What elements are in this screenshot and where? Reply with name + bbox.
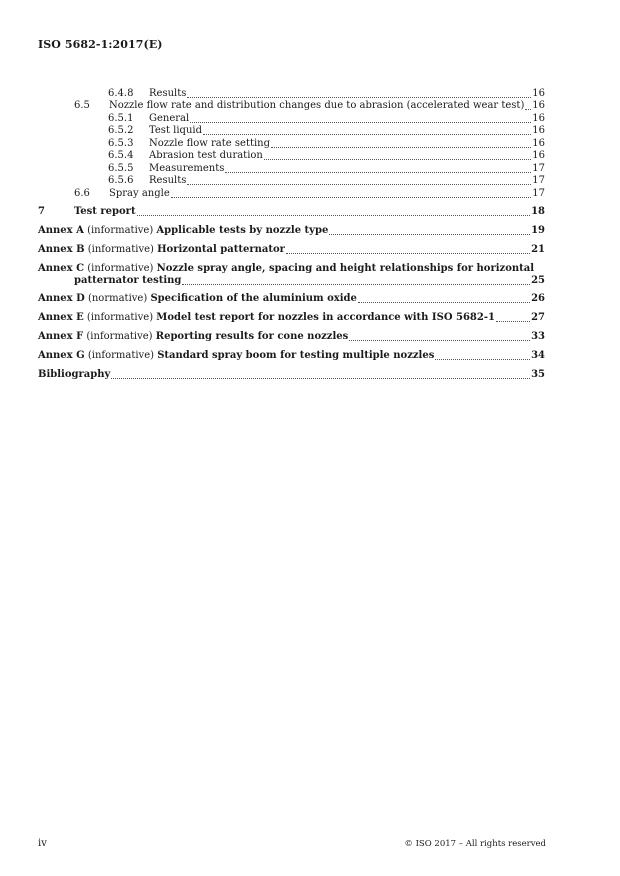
toc-leader-dots — [203, 134, 531, 135]
toc-entry-page: 16 — [532, 100, 545, 111]
toc-entry-page: 19 — [531, 225, 545, 236]
toc-entry-page: 18 — [531, 206, 545, 217]
toc-entry-title: Test report — [74, 206, 136, 217]
toc-entry-page: 16 — [532, 138, 545, 149]
annex-label: Annex B — [38, 244, 85, 255]
page-number: iv — [38, 838, 47, 849]
toc-entry-page: 17 — [532, 188, 545, 199]
toc-entry-title: Test liquid — [149, 125, 202, 136]
toc-leader-dots — [271, 147, 531, 148]
toc-entry-title: Standard spray boom for testing multiple nozzles — [157, 350, 435, 361]
toc-entry-annex-b[interactable] — [38, 244, 545, 256]
toc-leader-dots — [137, 215, 531, 216]
copyright-notice: © ISO 2017 – All rights reserved — [404, 839, 546, 849]
annex-label: Annex C — [38, 263, 85, 274]
toc-entry-6-5-6[interactable] — [108, 175, 545, 187]
toc-entry-7[interactable] — [38, 206, 545, 218]
toc-entry-number: 6.4.8 — [108, 88, 134, 99]
toc-entry-6-5-1[interactable] — [108, 113, 545, 125]
toc-entry-6-5[interactable] — [74, 100, 545, 112]
toc-entry-6-5-2[interactable] — [108, 125, 545, 137]
toc-entry-title: Results — [149, 88, 187, 99]
annex-kind: (informative) — [87, 263, 154, 274]
toc-entry-page: 17 — [532, 175, 545, 186]
toc-entry-title: Results — [149, 175, 187, 186]
toc-leader-dots — [329, 234, 530, 235]
toc-leader-dots — [358, 302, 530, 303]
toc-leader-dots — [187, 97, 531, 98]
toc-entry-title: Measurements — [149, 163, 225, 174]
annex-label: Annex E — [38, 312, 84, 323]
toc-entry-title-line2: patternator testing — [74, 275, 182, 286]
annex-label: Annex A — [38, 225, 84, 236]
document-code: ISO 5682-1:2017(E) — [38, 38, 163, 51]
toc-entry-number: 6.5.2 — [108, 125, 134, 136]
annex-label: Annex F — [38, 331, 84, 342]
annex-label: Annex D — [38, 293, 85, 304]
toc-leader-dots — [111, 378, 530, 379]
toc-entry-number: 6.5.3 — [108, 138, 134, 149]
annex-kind: (informative) — [87, 225, 154, 236]
toc-entry-page: 16 — [532, 125, 545, 136]
toc-entry-number: 6.5.1 — [108, 113, 134, 124]
annex-label: Annex G — [38, 350, 85, 361]
toc-entry-number: 6.5 — [74, 100, 90, 111]
toc-entry-page: 34 — [531, 350, 545, 361]
toc-entry-6-4-8[interactable] — [108, 88, 545, 100]
toc-leader-dots — [286, 253, 530, 254]
toc-leader-dots — [190, 122, 531, 123]
toc-entry-title: Spray angle — [109, 188, 170, 199]
toc-entry-page: 17 — [532, 163, 545, 174]
toc-entry-number: 6.5.5 — [108, 163, 134, 174]
toc-entry-annex-e[interactable] — [38, 312, 545, 324]
toc-leader-dots — [171, 197, 532, 198]
toc-entry-title: Abrasion test duration — [149, 150, 263, 161]
toc-entry-title: Specification of the aluminium oxide — [150, 293, 357, 304]
toc-entry-number: 6.5.6 — [108, 175, 134, 186]
toc-entry-page: 25 — [531, 275, 545, 286]
toc-entry-page: 21 — [531, 244, 545, 255]
toc-leader-dots — [264, 159, 531, 160]
toc-entry-title: Horizontal patternator — [157, 244, 285, 255]
toc-entry-6-6[interactable] — [74, 188, 545, 200]
annex-kind: (informative) — [87, 244, 154, 255]
toc-entry-page: 16 — [532, 88, 545, 99]
toc-entry-6-5-4[interactable] — [108, 150, 545, 162]
toc-leader-dots — [187, 184, 531, 185]
toc-entry-page: 16 — [532, 150, 545, 161]
toc-entry-annex-d[interactable] — [38, 293, 545, 305]
toc-entry-6-5-3[interactable] — [108, 138, 545, 150]
toc-entry-annex-a[interactable] — [38, 225, 545, 237]
toc-entry-title: Nozzle flow rate and distribution changes due to abrasion (accelerated wear test) — [109, 100, 525, 111]
annex-kind: (informative) — [87, 350, 155, 361]
toc-entry-page: 33 — [531, 331, 545, 342]
toc-entry-title: Bibliography — [38, 369, 111, 380]
toc-entry-title: Nozzle flow rate setting — [149, 138, 271, 149]
toc-leader-dots — [435, 359, 530, 360]
toc-leader-dots — [349, 340, 530, 341]
toc-leader-dots — [525, 109, 531, 110]
toc-leader-dots — [225, 172, 531, 173]
toc-leader-dots — [182, 284, 530, 285]
toc-entry-number: 7 — [38, 206, 45, 217]
toc-entry-bibliography[interactable] — [38, 369, 545, 381]
annex-kind: (informative) — [86, 331, 153, 342]
toc-entry-title: General — [149, 113, 190, 124]
annex-kind: (normative) — [87, 293, 148, 304]
toc-entry-number: 6.6 — [74, 188, 90, 199]
toc-entry-annex-c[interactable] — [38, 263, 545, 275]
toc-entry-title-line1: Nozzle spray angle, spacing and height relationships for horizontal — [156, 263, 535, 274]
toc-entry-6-5-5[interactable] — [108, 163, 545, 175]
toc-entry-annex-c-continued[interactable] — [74, 275, 545, 287]
toc-entry-page: 35 — [531, 369, 545, 380]
toc-entry-page: 16 — [532, 113, 545, 124]
toc-entry-annex-g[interactable] — [38, 350, 545, 362]
annex-kind: (informative) — [86, 312, 154, 323]
toc-entry-title: Applicable tests by nozzle type — [156, 225, 329, 236]
toc-entry-title: Model test report for nozzles in accordance with ISO 5682-1 — [156, 312, 495, 323]
toc-entry-page: 27 — [531, 312, 545, 323]
toc-entry-annex-f[interactable] — [38, 331, 545, 343]
toc-entry-page: 26 — [531, 293, 545, 304]
toc-leader-dots — [496, 321, 530, 322]
toc-entry-title: Reporting results for cone nozzles — [155, 331, 349, 342]
toc-entry-number: 6.5.4 — [108, 150, 134, 161]
